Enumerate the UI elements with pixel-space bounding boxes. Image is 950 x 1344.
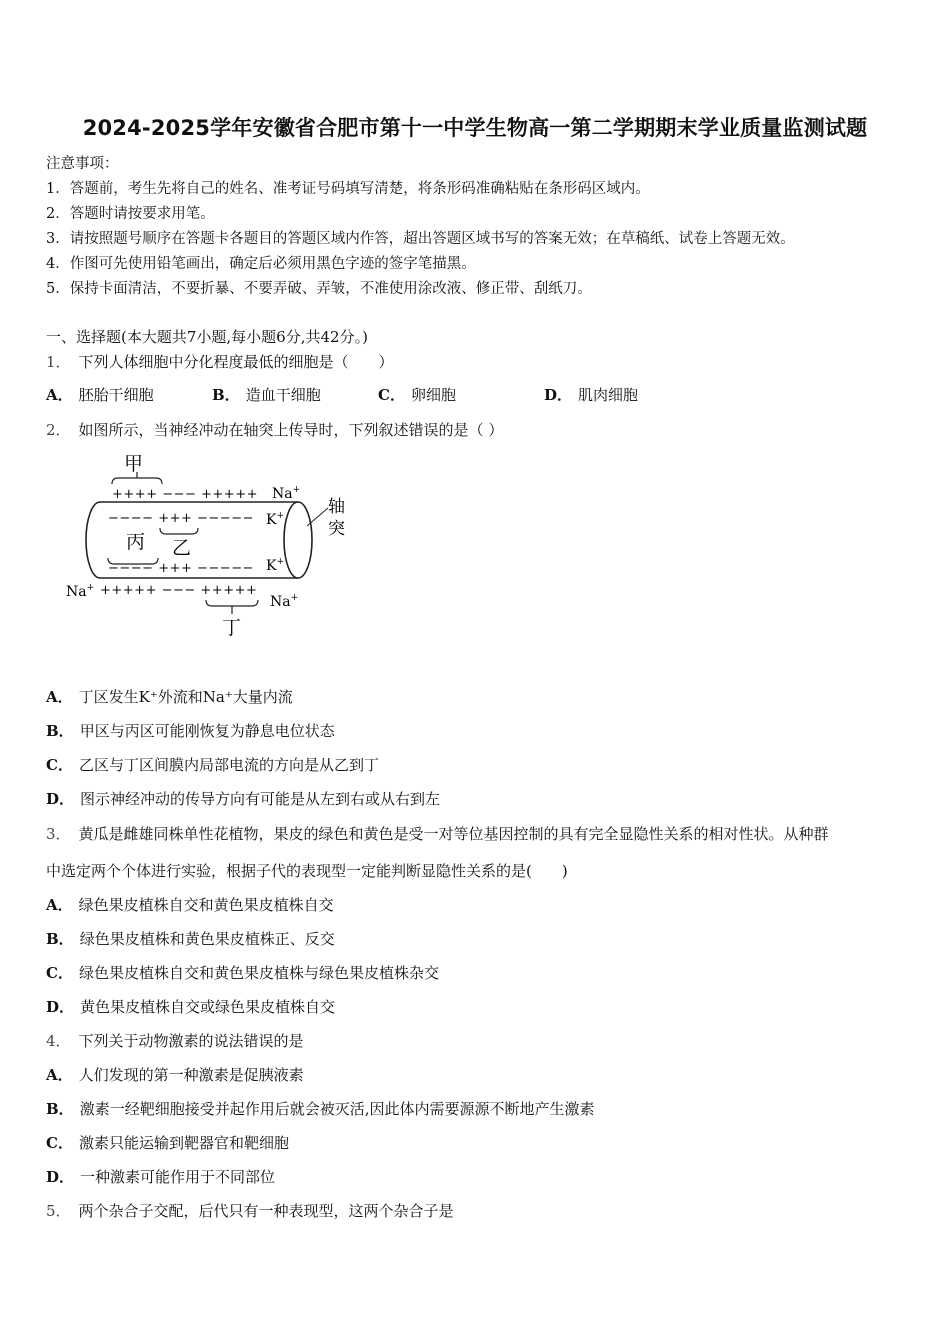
question-number: 4． [46, 1032, 71, 1050]
label-axon-2: 突 [328, 519, 345, 539]
question-number: 5． [46, 1202, 71, 1220]
question-2 [46, 419, 503, 440]
q4-option-b[interactable]: B． 激素一经靶细胞接受并起作用后就会被灭活,因此体内需要源源不断地产生激素 [46, 1100, 595, 1118]
bracket-ding [206, 600, 258, 606]
q3-option-c[interactable]: C． 绿色果皮植株自交和黄色果皮植株与绿色果皮植株杂交 [46, 964, 439, 982]
option-b[interactable]: B． 造血干细胞 [212, 386, 321, 404]
axon-right-end [284, 502, 312, 578]
question-number: 3． [46, 825, 71, 843]
top-row-charges: ++++ −−− +++++ [112, 487, 258, 502]
label-jia: 甲 [124, 453, 144, 475]
question-3-cont: 中选定两个个体进行实验，根据子代的表现型一定能判断显隐性关系的是( ) [46, 862, 568, 880]
question-stem: 下列人体细胞中分化程度最低的细胞是（ ） [78, 353, 394, 371]
q4-option-d[interactable]: D． 一种激素可能作用于不同部位 [46, 1168, 276, 1186]
notice-item: 4．作图可先使用铅笔画出，确定后必须用黑色字迹的签字笔描黑。 [46, 256, 476, 272]
question-number: 1． [46, 353, 71, 371]
bottom-row-charges: +++++ −−− +++++ [100, 583, 258, 598]
question-1 [46, 351, 394, 372]
question-4 [46, 1030, 304, 1051]
label-bing: 丙 [126, 531, 146, 553]
q4-option-c[interactable]: C． 激素只能运输到靶器官和靶细胞 [46, 1134, 289, 1152]
axon-pointer [307, 508, 328, 526]
axon-left-edge [86, 502, 100, 578]
option-d[interactable]: D． 肌肉细胞 [544, 386, 639, 404]
question-3 [46, 823, 829, 844]
k-bottom: K+ [266, 557, 285, 574]
section-heading: 一、选择题(本大题共7小题,每小题6分,共42分。) [46, 328, 368, 346]
label-ding: 丁 [222, 617, 242, 639]
page-title: 2024-2025学年安徽省合肥市第十一中学生物高一第二学期期末学业质量监测试题 [82, 116, 868, 140]
notice-heading: 注意事项： [46, 156, 119, 172]
inner-bottom-charges: −−−− +++ −−−−− [108, 561, 254, 576]
label-axon-1: 轴 [328, 497, 345, 517]
option-a[interactable]: A． 胚胎干细胞 [46, 386, 154, 404]
notice-item: 3．请按照题号顺序在答题卡各题目的答题区域内作答，超出答题区域书写的答案无效；在草稿纸、试卷上答题无效。 [46, 231, 795, 247]
notice-item: 5．保持卡面清洁，不要折暴、不要弄破、弄皱，不准使用涂改液、修正带、刮纸刀。 [46, 281, 592, 297]
notice-item: 2．答题时请按要求用笔。 [46, 206, 215, 222]
q1-options [46, 384, 638, 405]
question-5 [46, 1200, 454, 1221]
q4-option-a[interactable]: A． 人们发现的第一种激素是促胰液素 [46, 1066, 304, 1084]
q2-option-b[interactable]: B． 甲区与丙区可能刚恢复为静息电位状态 [46, 722, 335, 740]
na-bottom-left: Na+ [66, 583, 95, 600]
q2-option-a[interactable]: A． 丁区发生K⁺外流和Na⁺大量内流 [46, 688, 293, 706]
axon-diagram [60, 450, 360, 640]
bracket-yi-top [160, 528, 198, 534]
na-top-right: Na+ [272, 485, 301, 502]
na-bottom-right: Na+ [270, 593, 299, 610]
q2-option-d[interactable]: D． 图示神经冲动的传导方向有可能是从左到右或从右到左 [46, 790, 441, 808]
question-number: 2． [46, 421, 71, 439]
bracket-jia [112, 478, 162, 484]
inner-top-charges: −−−− +++ −−−−− [108, 511, 254, 526]
option-c[interactable]: C． 卵细胞 [378, 386, 456, 404]
question-stem: 黄瓜是雌雄同株单性花植物，果皮的绿色和黄色是受一对等位基因控制的具有完全显隐性关系的相对性状。从种群 [78, 825, 829, 843]
q3-option-a[interactable]: A． 绿色果皮植株自交和黄色果皮植株自交 [46, 896, 334, 914]
question-stem: 下列关于动物激素的说法错误的是 [78, 1032, 304, 1050]
q2-option-c[interactable]: C． 乙区与丁区间膜内局部电流的方向是从乙到丁 [46, 756, 379, 774]
question-stem: 如图所示，当神经冲动在轴突上传导时，下列叙述错误的是（ ） [78, 421, 504, 439]
notice-item: 1．答题前，考生先将自己的姓名、准考证号码填写清楚，将条形码准确粘贴在条形码区域内。 [46, 181, 650, 197]
question-stem: 两个杂合子交配，后代只有一种表现型，这两个杂合子是 [78, 1202, 454, 1220]
q3-option-d[interactable]: D． 黄色果皮植株自交或绿色果皮植株自交 [46, 998, 336, 1016]
label-yi: 乙 [172, 537, 192, 559]
q3-option-b[interactable]: B． 绿色果皮植株和黄色果皮植株正、反交 [46, 930, 335, 948]
k-top: K+ [266, 511, 285, 528]
